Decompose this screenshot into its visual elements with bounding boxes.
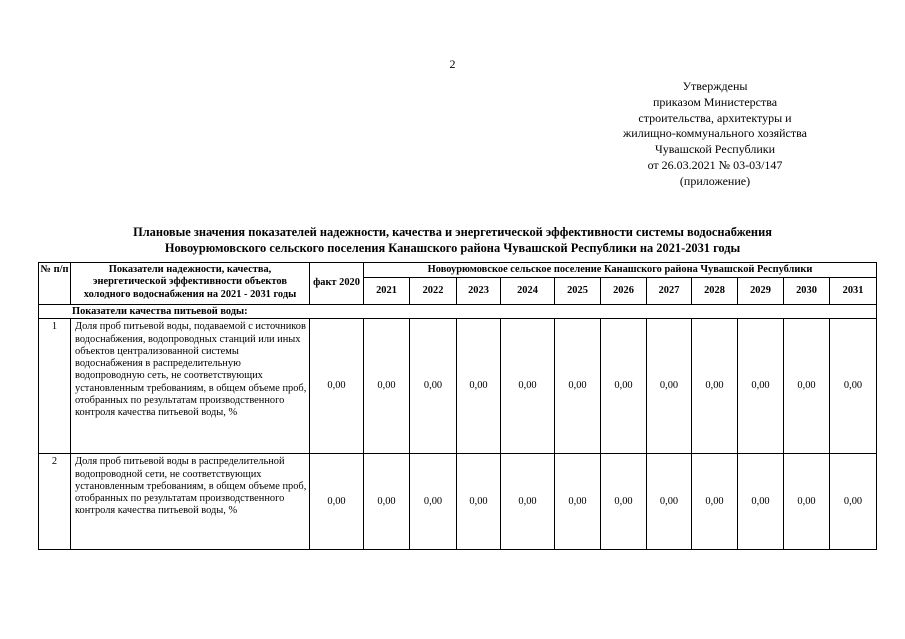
header-year: 2031: [830, 278, 877, 305]
header-fact: факт 2020: [310, 263, 364, 305]
header-year: 2022: [410, 278, 457, 305]
header-num: № п/п: [39, 263, 71, 305]
row-value: 0,00: [555, 319, 601, 454]
header-year: 2025: [555, 278, 601, 305]
header-year: 2024: [501, 278, 555, 305]
header-indicator: Показатели надежности, качества, энергетической эффективности объектов холодного водоснабжения на 2021 - 2031 годы: [71, 263, 310, 305]
header-year: 2023: [457, 278, 501, 305]
row-number: 2: [39, 454, 71, 550]
header-settlement: Новоурюмовское сельское поселение Канашского района Чувашской Республики: [364, 263, 877, 278]
row-value: 0,00: [738, 319, 784, 454]
row-value: 0,00: [647, 319, 692, 454]
row-value: 0,00: [457, 319, 501, 454]
row-value: 0,00: [830, 319, 877, 454]
approval-line: строительства, архитектуры и: [638, 110, 792, 125]
document-title-line-1: Плановые значения показателей надежности, качества и энергетической эффективности системы водоснабжения: [133, 225, 772, 239]
row-value: 0,00: [410, 454, 457, 550]
row-value: 0,00: [784, 454, 830, 550]
document-title: [0, 224, 905, 256]
approval-line: от 26.03.2021 № 03-03/147: [647, 157, 783, 172]
row-value: 0,00: [647, 454, 692, 550]
approval-line: жилищно-коммунального хозяйства: [623, 126, 807, 141]
header-year: 2026: [601, 278, 647, 305]
row-value: 0,00: [364, 319, 410, 454]
row-fact: 0,00: [310, 319, 364, 454]
approval-line: приказом Министерства: [652, 94, 778, 109]
row-value: 0,00: [692, 319, 738, 454]
header-year: 2030: [784, 278, 830, 305]
approval-line: Чувашской Республики: [654, 142, 776, 157]
approval-line: (приложение): [679, 173, 751, 188]
header-year: 2021: [364, 278, 410, 305]
approval-line: Утверждены: [682, 79, 748, 93]
row-value: 0,00: [601, 454, 647, 550]
row-number: 1: [39, 319, 71, 454]
header-year: 2029: [738, 278, 784, 305]
table-row: [39, 319, 877, 454]
row-value: 0,00: [784, 319, 830, 454]
row-indicator: Доля проб питьевой воды в распределительной водопроводной сети, не соответствующих установленным требованиям, в общем объеме проб, отобранных по результатам производственного контроля качества питьевой воды, %: [71, 454, 310, 550]
header-year: 2027: [647, 278, 692, 305]
row-indicator: Доля проб питьевой воды, подаваемой с источников водоснабжения, водопроводных станций или иных объектов централизованной системы водоснабжения в распределительную водопроводную сеть, не соответствующих установленным требованиям, в общем объеме проб, отобранных по результатам производственного контроля качества питьевой воды, %: [71, 319, 310, 454]
table-section-row: [39, 305, 877, 319]
row-value: 0,00: [501, 454, 555, 550]
row-value: 0,00: [830, 454, 877, 550]
row-value: 0,00: [601, 319, 647, 454]
approval-stamp: [575, 79, 855, 190]
row-value: 0,00: [364, 454, 410, 550]
row-fact: 0,00: [310, 454, 364, 550]
table-row: [39, 454, 877, 550]
row-value: 0,00: [555, 454, 601, 550]
row-value: 0,00: [501, 319, 555, 454]
section-title: Показатели качества питьевой воды:: [39, 305, 877, 319]
row-value: 0,00: [457, 454, 501, 550]
page-number: 2: [449, 57, 456, 71]
row-value: 0,00: [692, 454, 738, 550]
row-value: 0,00: [410, 319, 457, 454]
document-title-line-2: Новоурюмовского сельского поселения Канашского района Чувашской Республики на 2021-2031 годы: [164, 241, 741, 255]
table-header-row: [39, 263, 877, 278]
indicators-table: [38, 262, 877, 550]
header-year: 2028: [692, 278, 738, 305]
row-value: 0,00: [738, 454, 784, 550]
